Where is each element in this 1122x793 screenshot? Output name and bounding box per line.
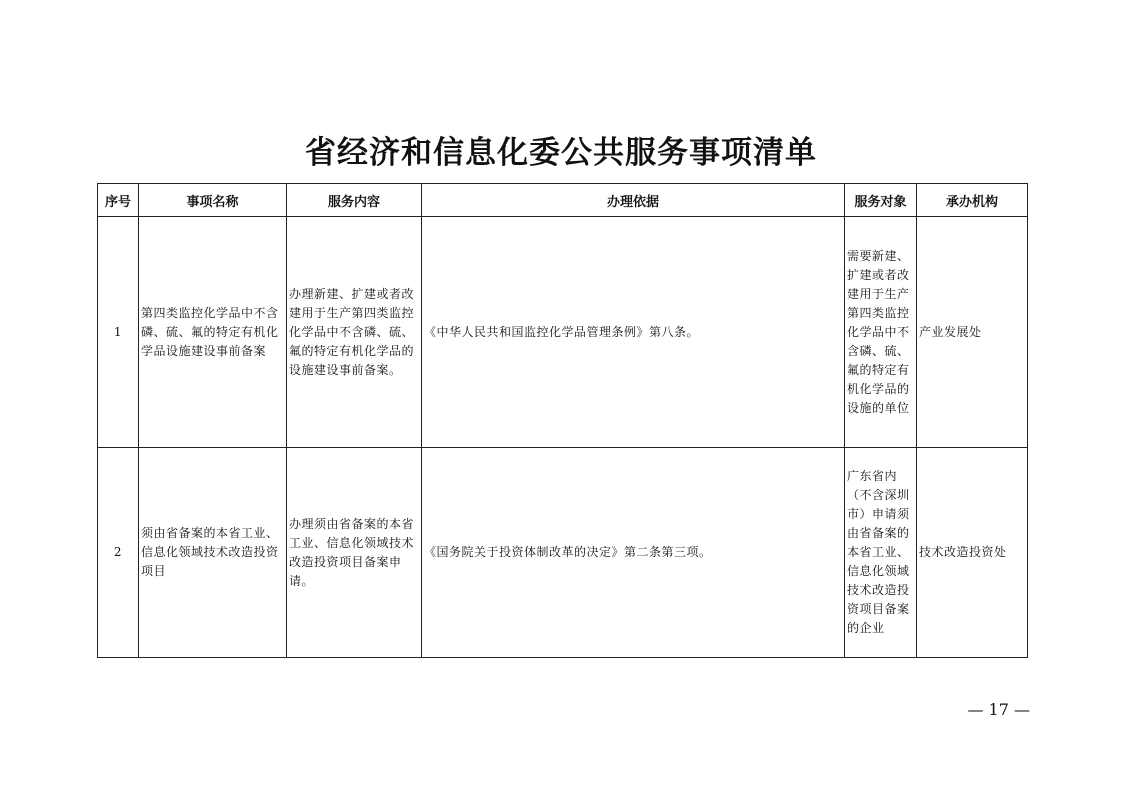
row-basis: 《中华人民共和国监控化学品管理条例》第八条。 (422, 217, 845, 448)
row-index: 2 (98, 448, 139, 658)
row-content: 办理新建、扩建或者改建用于生产第四类监控化学品中不含磷、硫、氟的特定有机化学品的设施建设事前备案。 (287, 217, 422, 448)
service-items-table (97, 183, 1028, 658)
document-title: 省经济和信息化委公共服务事项清单 (305, 135, 817, 171)
row-name: 须由省备案的本省工业、信息化领域技术改造投资项目 (139, 448, 287, 658)
page-number: — 17 — (967, 700, 1030, 719)
table-header-row (98, 184, 1028, 217)
row-content: 办理须由省备案的本省工业、信息化领域技术改造投资项目备案申请。 (287, 448, 422, 658)
row-agency: 技术改造投资处 (917, 448, 1028, 658)
row-index: 1 (98, 217, 139, 448)
row-basis: 《国务院关于投资体制改革的决定》第二条第三项。 (422, 448, 845, 658)
row-name: 第四类监控化学品中不含磷、硫、氟的特定有机化学品设施建设事前备案 (139, 217, 287, 448)
table-row (98, 448, 1028, 658)
header-basis: 办理依据 (422, 184, 845, 217)
header-content: 服务内容 (287, 184, 422, 217)
row-agency: 产业发展处 (917, 217, 1028, 448)
row-target: 需要新建、扩建或者改建用于生产第四类监控化学品中不含磷、硫、氟的特定有机化学品的设施的单位 (845, 217, 917, 448)
header-agency: 承办机构 (917, 184, 1028, 217)
table-row (98, 217, 1028, 448)
row-target: 广东省内（不含深圳市）申请须由省备案的本省工业、信息化领域技术改造投资项目备案的企业 (845, 448, 917, 658)
header-target: 服务对象 (845, 184, 917, 217)
header-index: 序号 (98, 184, 139, 217)
header-name: 事项名称 (139, 184, 287, 217)
